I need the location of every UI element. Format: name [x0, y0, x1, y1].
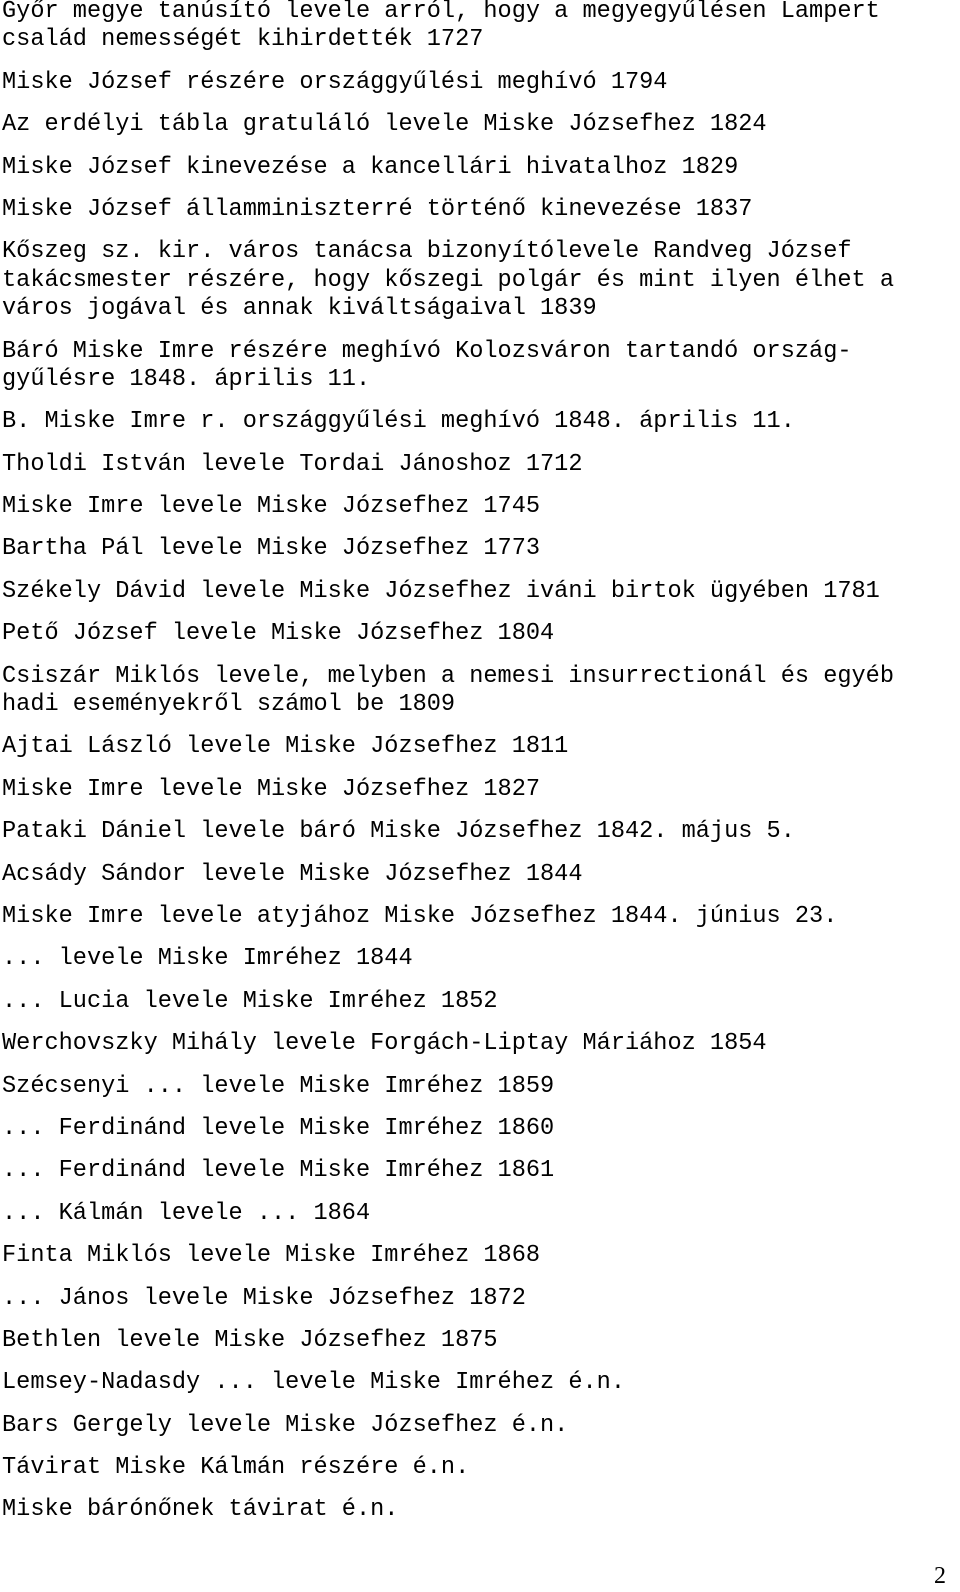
- document-entry: [2, 861, 958, 889]
- document-entry: [2, 1115, 958, 1143]
- document-body: [2, 0, 958, 1539]
- entry-line: Csiszár Miklós levele, melyben a nemesi insurrectionál és egyéb: [2, 662, 894, 690]
- document-entry: [2, 620, 958, 648]
- entry-line: Miske bárónőnek távirat é.n.: [2, 1496, 399, 1524]
- document-entry: [2, 1200, 958, 1228]
- entry-line: hadi eseményekről számol be 1809: [2, 691, 456, 719]
- entry-line: Miske Imre levele Miske Józsefhez 1827: [2, 775, 541, 803]
- page-number: 2: [934, 1563, 946, 1589]
- document-entry: [2, 69, 958, 97]
- document-entry: [2, 1242, 958, 1270]
- document-entry: [2, 1073, 958, 1101]
- entry-line: Miske Imre levele atyjához Miske Józsefhez 1844. június 23.: [2, 902, 838, 930]
- document-entry: [2, 238, 958, 323]
- entry-line: Werchovszky Mihály levele Forgách-Liptay Máriához 1854: [2, 1030, 767, 1058]
- entry-line: Bethlen levele Miske Józsefhez 1875: [2, 1326, 498, 1354]
- entry-line: ... Lucia levele Miske Imréhez 1852: [2, 987, 498, 1015]
- entry-line: Lemsey-Nadasdy ... levele Miske Imréhez é.n.: [2, 1369, 625, 1397]
- document-entry: [2, 451, 958, 479]
- entry-line: ... Ferdinánd levele Miske Imréhez 1861: [2, 1157, 555, 1185]
- document-entry: [2, 1496, 958, 1524]
- entry-line: takácsmester részére, hogy kőszegi polgár és mint ilyen élhet a: [2, 266, 894, 294]
- document-entry: [2, 578, 958, 606]
- entry-line: Kőszeg sz. kir. város tanácsa bizonyítólevele Randveg József: [2, 238, 852, 266]
- entry-line: Bartha Pál levele Miske Józsefhez 1773: [2, 535, 541, 563]
- entry-line: Acsády Sándor levele Miske Józsefhez 1844: [2, 860, 583, 888]
- document-entry: [2, 945, 958, 973]
- document-entry: [2, 0, 958, 55]
- document-entry: [2, 733, 958, 761]
- entry-line: Tholdi István levele Tordai Jánoshoz 1712: [2, 450, 583, 478]
- document-entry: [2, 903, 958, 931]
- document-entry: [2, 1030, 958, 1058]
- document-entry: [2, 1327, 958, 1355]
- document-entry: [2, 776, 958, 804]
- document-entry: [2, 338, 958, 395]
- entry-line: ... János levele Miske Józsefhez 1872: [2, 1284, 526, 1312]
- document-entry: [2, 154, 958, 182]
- document-entry: [2, 493, 958, 521]
- document-entry: [2, 1454, 958, 1482]
- entry-line: Pető József levele Miske Józsefhez 1804: [2, 620, 555, 648]
- entry-line: Szécsenyi ... levele Miske Imréhez 1859: [2, 1072, 555, 1100]
- document-entry: [2, 408, 958, 436]
- entry-line: Miske József kinevezése a kancellári hivatalhoz 1829: [2, 153, 739, 181]
- entry-line: Pataki Dániel levele báró Miske Józsefhez 1842. május 5.: [2, 818, 795, 846]
- document-entry: [2, 988, 958, 1016]
- entry-line: B. Miske Imre r. országgyűlési meghívó 1848. április 11.: [2, 408, 795, 436]
- entry-line: Miske Imre levele Miske Józsefhez 1745: [2, 493, 541, 521]
- entry-line: ... levele Miske Imréhez 1844: [2, 945, 413, 973]
- document-entry: [2, 663, 958, 720]
- entry-line: Ajtai László levele Miske Józsefhez 1811: [2, 733, 569, 761]
- entry-line: Győr megye tanúsító levele arról, hogy a megyegyűlésen Lampert: [2, 0, 880, 25]
- entry-line: család nemességét kihirdették 1727: [2, 26, 484, 54]
- entry-line: Báró Miske Imre részére meghívó Kolozsváron tartandó ország-: [2, 337, 852, 365]
- entry-line: Finta Miklós levele Miske Imréhez 1868: [2, 1242, 541, 1270]
- entry-line: Távirat Miske Kálmán részére é.n.: [2, 1454, 470, 1482]
- document-entry: [2, 1369, 958, 1397]
- entry-line: Székely Dávid levele Miske Józsefhez iváni birtok ügyében 1781: [2, 577, 880, 605]
- document-entry: [2, 111, 958, 139]
- document-entry: [2, 196, 958, 224]
- entry-line: ... Kálmán levele ... 1864: [2, 1199, 371, 1227]
- entry-line: ... Ferdinánd levele Miske Imréhez 1860: [2, 1114, 555, 1142]
- document-entry: [2, 818, 958, 846]
- document-entry: [2, 1157, 958, 1185]
- entry-line: Miske József államminiszterré történő kinevezése 1837: [2, 195, 753, 223]
- document-entry: [2, 535, 958, 563]
- entry-line: Bars Gergely levele Miske Józsefhez é.n.: [2, 1411, 569, 1439]
- entry-line: Miske József részére országgyűlési meghívó 1794: [2, 68, 668, 96]
- document-entry: [2, 1285, 958, 1313]
- entry-line: város jogával és annak kiváltságaival 1839: [2, 295, 597, 323]
- document-entry: [2, 1412, 958, 1440]
- entry-line: gyűlésre 1848. április 11.: [2, 365, 371, 393]
- entry-line: Az erdélyi tábla gratuláló levele Miske Józsefhez 1824: [2, 111, 767, 139]
